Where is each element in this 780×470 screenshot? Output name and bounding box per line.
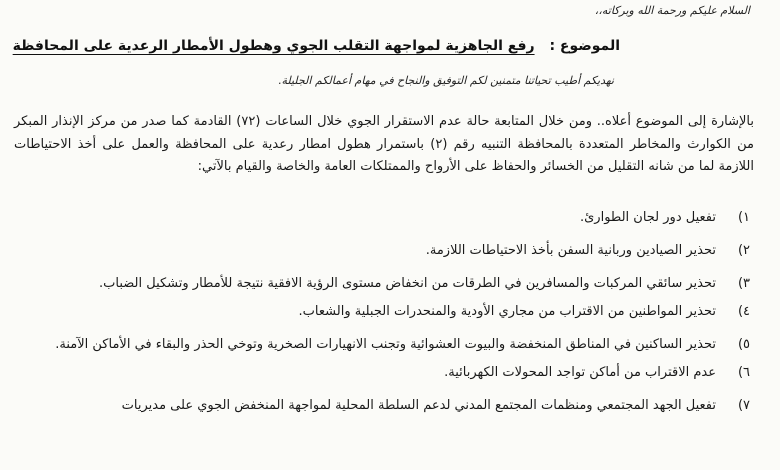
item-text: تفعيل دور لجان الطوارئ.	[580, 210, 716, 225]
list-item	[14, 206, 750, 230]
salutation: نهديكم أطيب تحياتنا متمنين لكم التوفيق والنجاح في مهام أعمالكم الجليلة.	[277, 74, 614, 87]
list-item	[14, 272, 750, 296]
instructions-list	[14, 206, 750, 427]
greeting: السلام عليكم ورحمة الله وبركاته،،	[594, 4, 750, 17]
subject-label: الموضوع :	[549, 38, 620, 54]
item-number: ٦)	[737, 365, 750, 380]
item-text: تفعيل الجهد المجتمعي ومنظمات المجتمع المدني لدعم السلطة المحلية لمواجهة المنخفض الجوي على مديريات	[121, 398, 716, 413]
list-item	[14, 239, 750, 263]
item-number: ٧)	[737, 398, 750, 413]
list-item	[14, 300, 750, 324]
list-item	[14, 394, 750, 418]
item-text: تحذير سائقي المركبات والمسافرين في الطرقات من انخفاض مستوى الرؤية الافقية نتيجة للأمطار وتشكيل الضباب.	[98, 276, 716, 291]
item-number: ١)	[737, 210, 750, 225]
item-text: تحذير الصيادين وربانية السفن بأخذ الاحتياطات اللازمة.	[425, 243, 716, 258]
list-item	[14, 361, 750, 385]
item-text: تحذير المواطنين من الاقتراب من مجاري الأودية والمنحدرات الجبلية والشعاب.	[298, 304, 716, 319]
item-text: عدم الاقتراب من أماكن تواجد المحولات الكهربائية.	[444, 365, 716, 380]
subject-line	[12, 38, 620, 54]
item-number: ٥)	[737, 337, 750, 352]
item-number: ٤)	[737, 304, 750, 319]
subject-text: رفع الجاهزية لمواجهة التقلب الجوي وهطول الأمطار الرعدية على المحافظة	[12, 38, 535, 54]
item-number: ٢)	[737, 243, 750, 258]
list-item	[14, 333, 750, 357]
item-number: ٣)	[737, 276, 750, 291]
body-paragraph: بالإشارة إلى الموضوع أعلاه.. ومن خلال المتابعة حالة عدم الاستقرار الجوي خلال الساعات (٧٢) القادمة كما صدر من مركز الإنذار المبكر من الكوارث والمخاطر المتعددة بالمحافظة التنبيه رقم (٢) باستمرار هطول امطار رعدية على المحافظة والعمل على أخذ الاحتياطات اللازمة لما من شانه التقليل من الخسائر والحفاظ على الأرواح والممتلكات العامة والخاصة والقيام بالآتي:	[14, 114, 755, 174]
item-text: تحذير الساكنين في المناطق المنخفضة والبيوت العشوائية وتجنب الانهيارات الصخرية وتوخي الحذر والبقاء في الأماكن الآمنة.	[55, 337, 716, 352]
